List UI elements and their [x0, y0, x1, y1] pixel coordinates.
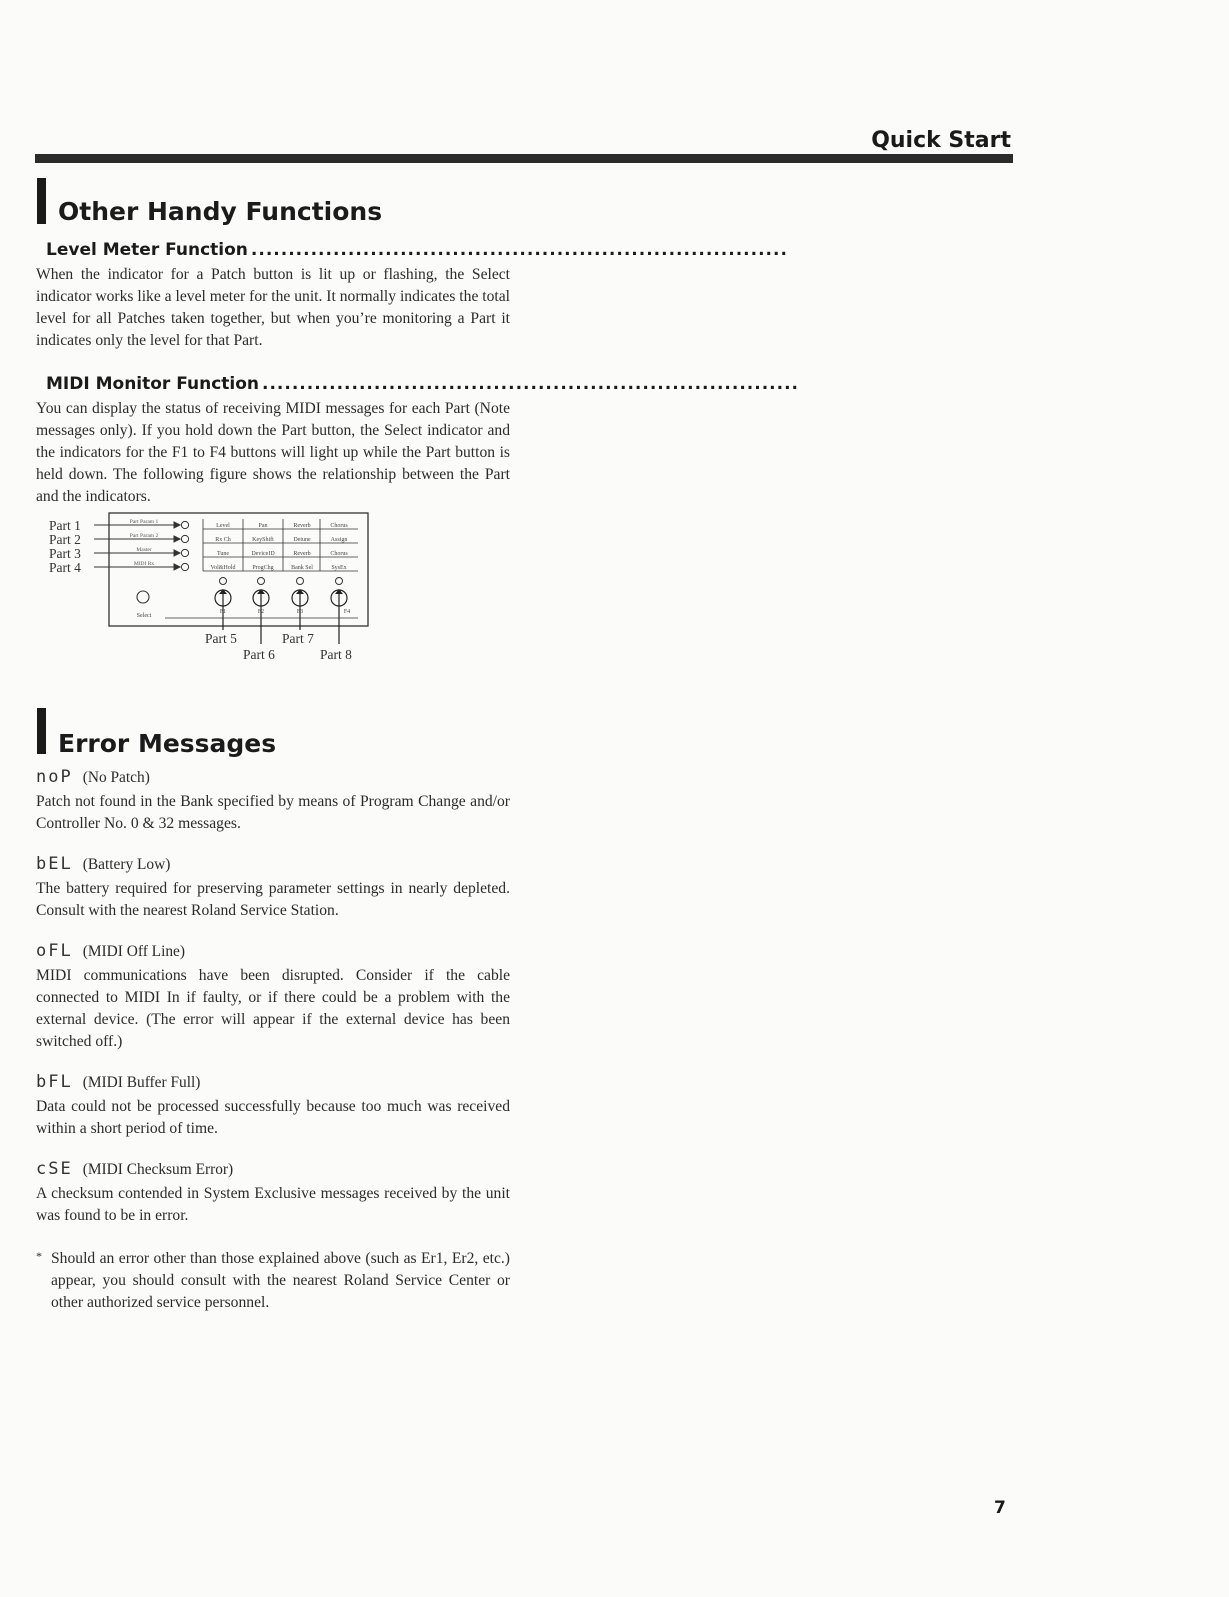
f-key-label: F2 [257, 609, 265, 615]
f-key-led [336, 578, 343, 585]
grid-cell: ProgChg [252, 565, 274, 571]
grid-cell: KeyShift [252, 537, 274, 543]
part-label: Part 7 [282, 631, 314, 646]
part-indicator-figure [40, 510, 380, 670]
grid-cell: Bank Sel [291, 565, 313, 571]
part-label: Part 1 [49, 518, 81, 533]
footnote-text: Should an error other than those explained above (such as Er1, Er2, etc.) appear, you should consult with the nearest Roland Service Center or other authorized service personnel. [51, 1250, 510, 1311]
part-label: Part 4 [49, 560, 81, 575]
error-heading [36, 941, 185, 961]
f-key-led [258, 578, 265, 585]
select-label: Select [136, 613, 152, 619]
subsection-level-meter [37, 240, 788, 260]
grid-cell: Chorus [330, 551, 348, 557]
footnote-asterisk: * [36, 1249, 42, 1263]
error-heading [36, 854, 170, 874]
error-name: (MIDI Buffer Full) [82, 1074, 201, 1091]
grid-cell: Detune [293, 537, 311, 543]
grid-cell: Chorus [330, 523, 348, 529]
running-header-title: Quick Start [871, 128, 1011, 153]
grid-cell: Assign [330, 537, 348, 543]
f-key-label: F4 [343, 609, 351, 615]
error-code: oFL [36, 941, 73, 961]
error-description: The battery required for preserving parameter settings in nearly depleted. Consult with the nearest Roland Service Station. [36, 880, 510, 919]
panel-box [109, 513, 368, 626]
grid-cell: Tune [216, 551, 230, 557]
error-code: cSE [36, 1159, 73, 1179]
grid-cell: Rx Ch [215, 537, 231, 543]
arrow-label: MIDI Rx [133, 561, 155, 567]
error-name: (MIDI Checksum Error) [82, 1161, 234, 1178]
arrow-label: Part Param 1 [129, 519, 159, 525]
f-key-led [297, 578, 304, 585]
part-label: Part 2 [49, 532, 81, 547]
grid-cell: Reverb [293, 551, 311, 557]
select-led [137, 591, 149, 603]
error-heading [36, 767, 150, 787]
grid-cell: SysEx [331, 565, 347, 571]
section-title-error-messages: Error Messages [58, 729, 277, 758]
row-indicator-led [181, 535, 188, 542]
leader-dots: ........................................................................ [262, 374, 799, 394]
error-footnote [36, 1248, 510, 1314]
error-description: Data could not be processed successfully because too much was received within a short period of time. [36, 1098, 510, 1137]
section-title-handy-functions: Other Handy Functions [58, 197, 383, 226]
f-key-label: F3 [296, 609, 304, 615]
part-label: Part 5 [205, 631, 237, 646]
section-marker-bar [37, 178, 46, 224]
subsection-title: Level Meter Function [46, 240, 248, 260]
arrow-label: Part Param 2 [129, 533, 159, 539]
error-name: (Battery Low) [82, 856, 171, 873]
error-heading [36, 1159, 233, 1179]
error-code: bFL [36, 1072, 73, 1092]
midi-monitor-body: You can display the status of receiving MIDI messages for each Part (Note messages only). If you hold down the Part button, the Select indicator and the indicators for the F1 to F4 buttons will light up while the Part button is held down. The following figure shows the relationship between the Part and the indicators. [36, 400, 510, 505]
part-label: Part 3 [49, 546, 81, 561]
error-description: A checksum contended in System Exclusive messages received by the unit was found to be in error. [36, 1185, 510, 1224]
error-name: (No Patch) [82, 769, 150, 786]
error-description: MIDI communications have been disrupted. Consider if the cable connected to MIDI In if faulty, or if there could be a problem with the external device. (The error will appear if the external device has been switched off.) [36, 967, 510, 1050]
section-marker-bar [37, 708, 46, 754]
grid-cell: Reverb [293, 523, 311, 529]
error-code: bEL [36, 854, 73, 874]
row-indicator-led [181, 521, 188, 528]
grid-cell: Level [216, 523, 230, 529]
error-heading [36, 1072, 200, 1092]
leader-dots: ........................................................................ [250, 240, 788, 260]
error-description: Patch not found in the Bank specified by means of Program Change and/or Controller No. 0 & 32 messages. [36, 793, 510, 832]
grid-cell: Vol&Hold [210, 565, 236, 571]
part-label: Part 8 [320, 647, 352, 662]
part-label: Part 6 [243, 647, 275, 662]
arrow-label: Master [136, 547, 152, 553]
grid-cell: Pan [258, 523, 268, 529]
f-key-label: F1 [219, 609, 227, 615]
level-meter-body: When the indicator for a Patch button is lit up or flashing, the Select indicator works like a level meter for the unit. It normally indicates the total level for all Patches taken together, but when you’re monitoring a Part it indicates only the level for that Part. [36, 266, 510, 349]
row-indicator-led [181, 549, 188, 556]
f-key-led [220, 578, 227, 585]
subsection-title: MIDI Monitor Function [46, 374, 260, 394]
grid-cell: DeviceID [251, 551, 275, 557]
error-name: (MIDI Off Line) [82, 943, 186, 960]
subsection-midi-monitor [37, 374, 799, 394]
row-indicator-led [181, 563, 188, 570]
error-code: noP [36, 767, 73, 787]
header-rule [35, 154, 1013, 163]
page-number: 7 [994, 1498, 1006, 1518]
